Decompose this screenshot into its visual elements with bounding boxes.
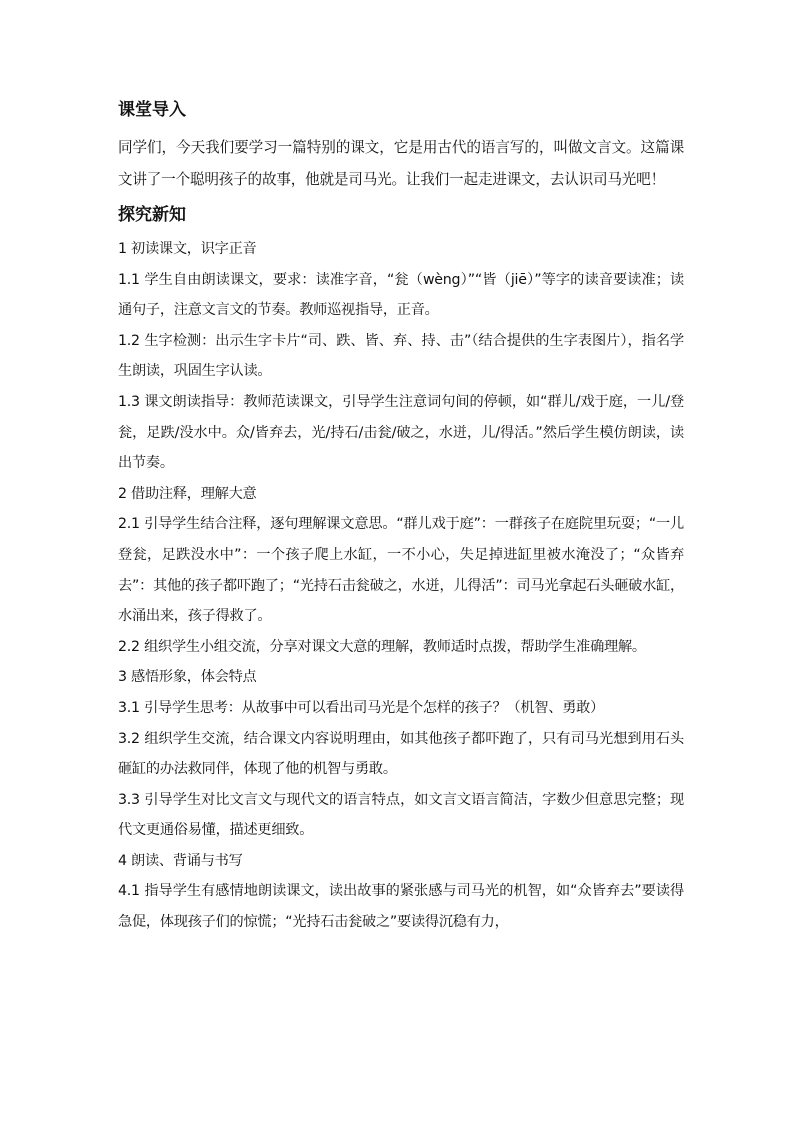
list-item: 2 借助注释，理解大意 <box>118 485 257 502</box>
list-item: 1.1 学生自由朗读课文，要求：读准字音，“瓮（wèng）”“皆（jiē）”等字的读音要读准；读通句子，注意文言文的节奏。教师巡视指导，正音。 <box>118 271 684 319</box>
intro-block <box>118 132 684 195</box>
list-item: 3 感悟形象，体会特点 <box>118 669 257 686</box>
list-item: 4.1 指导学生有感情地朗读课文，读出故事的紧张感与司马光的机智，如“众皆弃去”要读得急促，体现孩子们的惊慌；“光持石击瓮破之”要读得沉稳有力， <box>118 883 684 931</box>
list-item: 1.2 生字检测：出示生字卡片“司、跌、皆、弃、持、击”（结合提供的生字表图片），指名学生朗读，巩固生字认读。 <box>118 332 684 380</box>
list-item: 2.1 引导学生结合注释，逐句理解课文意思。“群儿戏于庭”：一群孩子在庭院里玩耍；“一儿登瓮，足跌没水中”：一个孩子爬上水缸，一不小心，失足掉进缸里被水淹没了；“众皆弃去”：其他的孩子都吓跑了；“光持石击瓮破之，水迸，儿得活”：司马光拿起石头砸破水缸，水涌出来，孩子得救了。 <box>118 516 684 625</box>
document-page <box>118 98 684 938</box>
explore-list <box>118 234 684 938</box>
list-item: 3.2 组织学生交流，结合课文内容说明理由，如其他孩子都吓跑了，只有司马光想到用石头砸缸的办法救同伴，体现了他的机智与勇敢。 <box>118 730 684 778</box>
list-item: 1.3 课文朗读指导：教师范读课文，引导学生注意词句间的停顿，如“群儿/戏于庭，一儿/登瓮，足跌/没水中。众/皆弃去，光/持石/击瓮/破之，水迸，儿/得活。”然后学生模仿朗读，读出节奏。 <box>118 393 684 472</box>
list-item: 2.2 组织学生小组交流，分享对课文大意的理解，教师适时点拨，帮助学生准确理解。 <box>118 638 646 655</box>
list-item: 4 朗读、背诵与书写 <box>118 852 243 869</box>
list-item: 1 初读课文，识字正音 <box>118 241 257 257</box>
section-heading-explore: 探究新知 <box>118 205 186 225</box>
list-item: 3.3 引导学生对比文言文与现代文的语言特点，如文言文语言简洁，字数少但意思完整；现代文更通俗易懂，描述更细致。 <box>118 791 684 839</box>
section-heading-intro: 课堂导入 <box>118 100 186 120</box>
intro-paragraph: 同学们，今天我们要学习一篇特别的课文，它是用古代的语言写的，叫做文言文。这篇课文讲了一个聪明孩子的故事，他就是司马光。让我们一起走进课文，去认识司马光吧！ <box>118 139 684 188</box>
list-item: 3.1 引导学生思考：从故事中可以看出司马光是个怎样的孩子？（机智、勇敢） <box>118 699 605 716</box>
